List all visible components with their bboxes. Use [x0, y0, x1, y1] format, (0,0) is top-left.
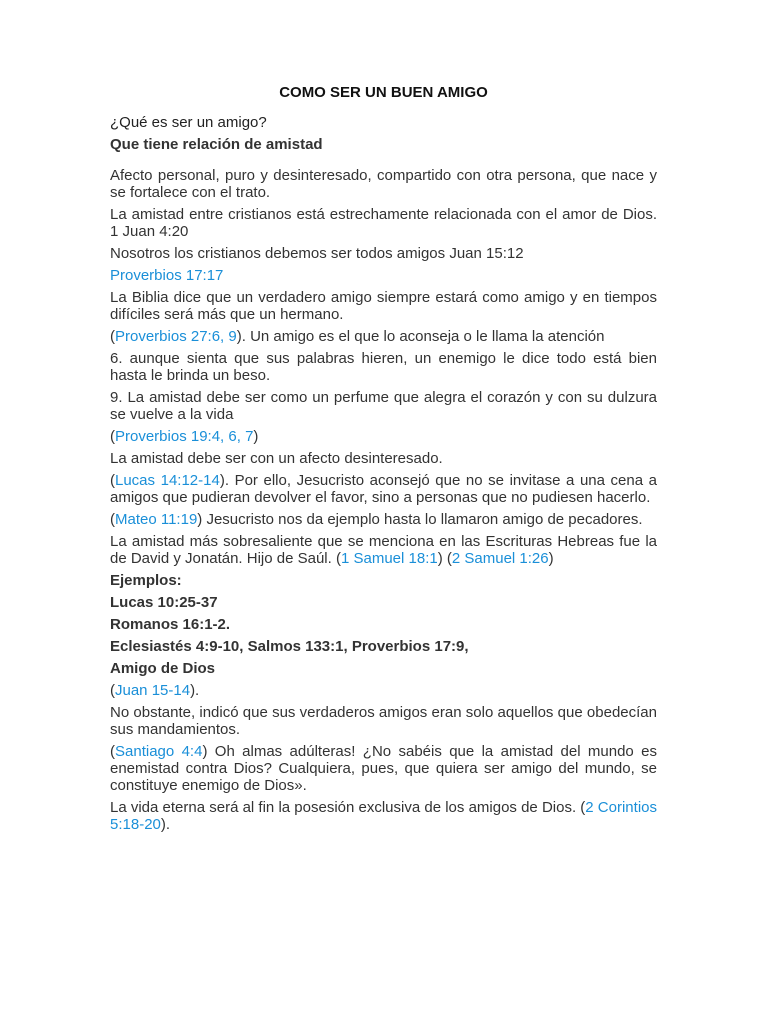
link-2-samuel-1-26[interactable]: 2 Samuel 1:26	[451, 550, 549, 567]
paragraph-mateo	[110, 511, 657, 528]
santiago-text: ) Oh almas adúlteras! ¿No sabéis que la amistad del mundo es enemistad contra Dios? Cualquiera, pues, que quiera ser amigo del mundo, se constituye enemigo de Dios».	[110, 743, 657, 794]
paragraph-santiago	[110, 743, 657, 794]
example-item: Eclesiastés 4:9-10, Salmos 133:1, Proverbios 17:9,	[110, 638, 469, 655]
eternal-life-text: La vida eterna será al fin la posesión exclusiva de los amigos de Dios. (	[110, 799, 586, 816]
link-mateo-11-19[interactable]: Mateo 11:19	[115, 511, 198, 528]
close-paren: )	[253, 428, 259, 445]
separator-text: ) (	[437, 550, 452, 567]
open-paren: (	[110, 511, 115, 528]
lucas-text: ). Por ello, Jesucristo aconsejó que no se invitase a una cena a amigos que pudieran devolver el favor, sino a personas que no pudiesen hacerlo.	[110, 472, 657, 506]
paragraph-disinterested: La amistad debe ser con un afecto desinteresado.	[110, 450, 443, 467]
paragraph-all-friends: Nosotros los cristianos debemos ser todos amigos Juan 15:12	[110, 245, 524, 262]
close-paren: )	[548, 550, 554, 567]
paragraph-true-friend: La Biblia dice que un verdadero amigo siempre estará como amigo y en tiempos difíciles será más que un hermano.	[110, 289, 657, 323]
open-paren: (	[110, 682, 115, 699]
open-paren: (	[110, 743, 115, 760]
advice-text: ). Un amigo es el que lo aconseja o le llama la atención	[236, 328, 605, 345]
paragraph-definition: Afecto personal, puro y desinteresado, compartido con otra persona, que nace y se fortalece con el trato.	[110, 167, 657, 201]
link-2-corintios[interactable]: 2 Corintios 5:18-20	[110, 799, 657, 833]
subheading: Que tiene relación de amistad	[110, 136, 323, 153]
examples-heading: Ejemplos:	[110, 572, 182, 589]
paragraph-david-jonathan	[110, 533, 657, 567]
link-juan-15-14[interactable]: Juan 15-14	[115, 682, 191, 699]
example-item: Romanos 16:1-2.	[110, 616, 231, 633]
page-title: COMO SER UN BUEN AMIGO	[279, 84, 488, 101]
paragraph-ref-prov-19	[110, 428, 657, 445]
paragraph-christians: La amistad entre cristianos está estrechamente relacionada con el amor de Dios. 1 Juan 4:20	[110, 206, 657, 240]
link-proverbios-19[interactable]: Proverbios 19:4, 6, 7	[115, 428, 254, 445]
link-proverbios-17-17[interactable]: Proverbios 17:17	[110, 267, 224, 284]
open-paren: (	[110, 428, 115, 445]
paragraph-lucas	[110, 472, 657, 506]
close-text: ).	[160, 816, 171, 833]
paragraph-ref-juan	[110, 682, 657, 699]
mateo-text: ) Jesucristo nos da ejemplo hasta lo llamaron amigo de pecadores.	[197, 511, 643, 528]
paragraph-ref-prov-17	[110, 267, 657, 284]
paragraph-advice	[110, 328, 657, 345]
friend-of-god-heading: Amigo de Dios	[110, 660, 216, 677]
close-text: ).	[190, 682, 200, 699]
link-santiago-4-4[interactable]: Santiago 4:4	[115, 743, 203, 760]
open-paren: (	[110, 472, 115, 489]
example-item: Lucas 10:25-37	[110, 594, 218, 611]
link-lucas-14[interactable]: Lucas 14:12-14	[115, 472, 220, 489]
link-1-samuel-18-1[interactable]: 1 Samuel 18:1	[340, 550, 438, 567]
paragraph-enemy: 6. aunque sienta que sus palabras hieren, un enemigo le dice todo está bien hasta le brinda un beso.	[110, 350, 657, 384]
david-text: La amistad más sobresaliente que se menciona en las Escrituras Hebreas fue la de David y Jonatán. Hijo de Saúl. (	[110, 533, 657, 567]
paragraph-commandments: No obstante, indicó que sus verdaderos amigos eran solo aquellos que obedecían sus mandamientos.	[110, 704, 657, 738]
question-text: ¿Qué es ser un amigo?	[110, 114, 267, 131]
paragraph-eternal-life	[110, 799, 657, 833]
link-proverbios-27[interactable]: Proverbios 27:6, 9	[115, 328, 237, 345]
paragraph-perfume: 9. La amistad debe ser como un perfume que alegra el corazón y con su dulzura se vuelve a la vida	[110, 389, 657, 423]
open-paren: (	[110, 328, 115, 345]
